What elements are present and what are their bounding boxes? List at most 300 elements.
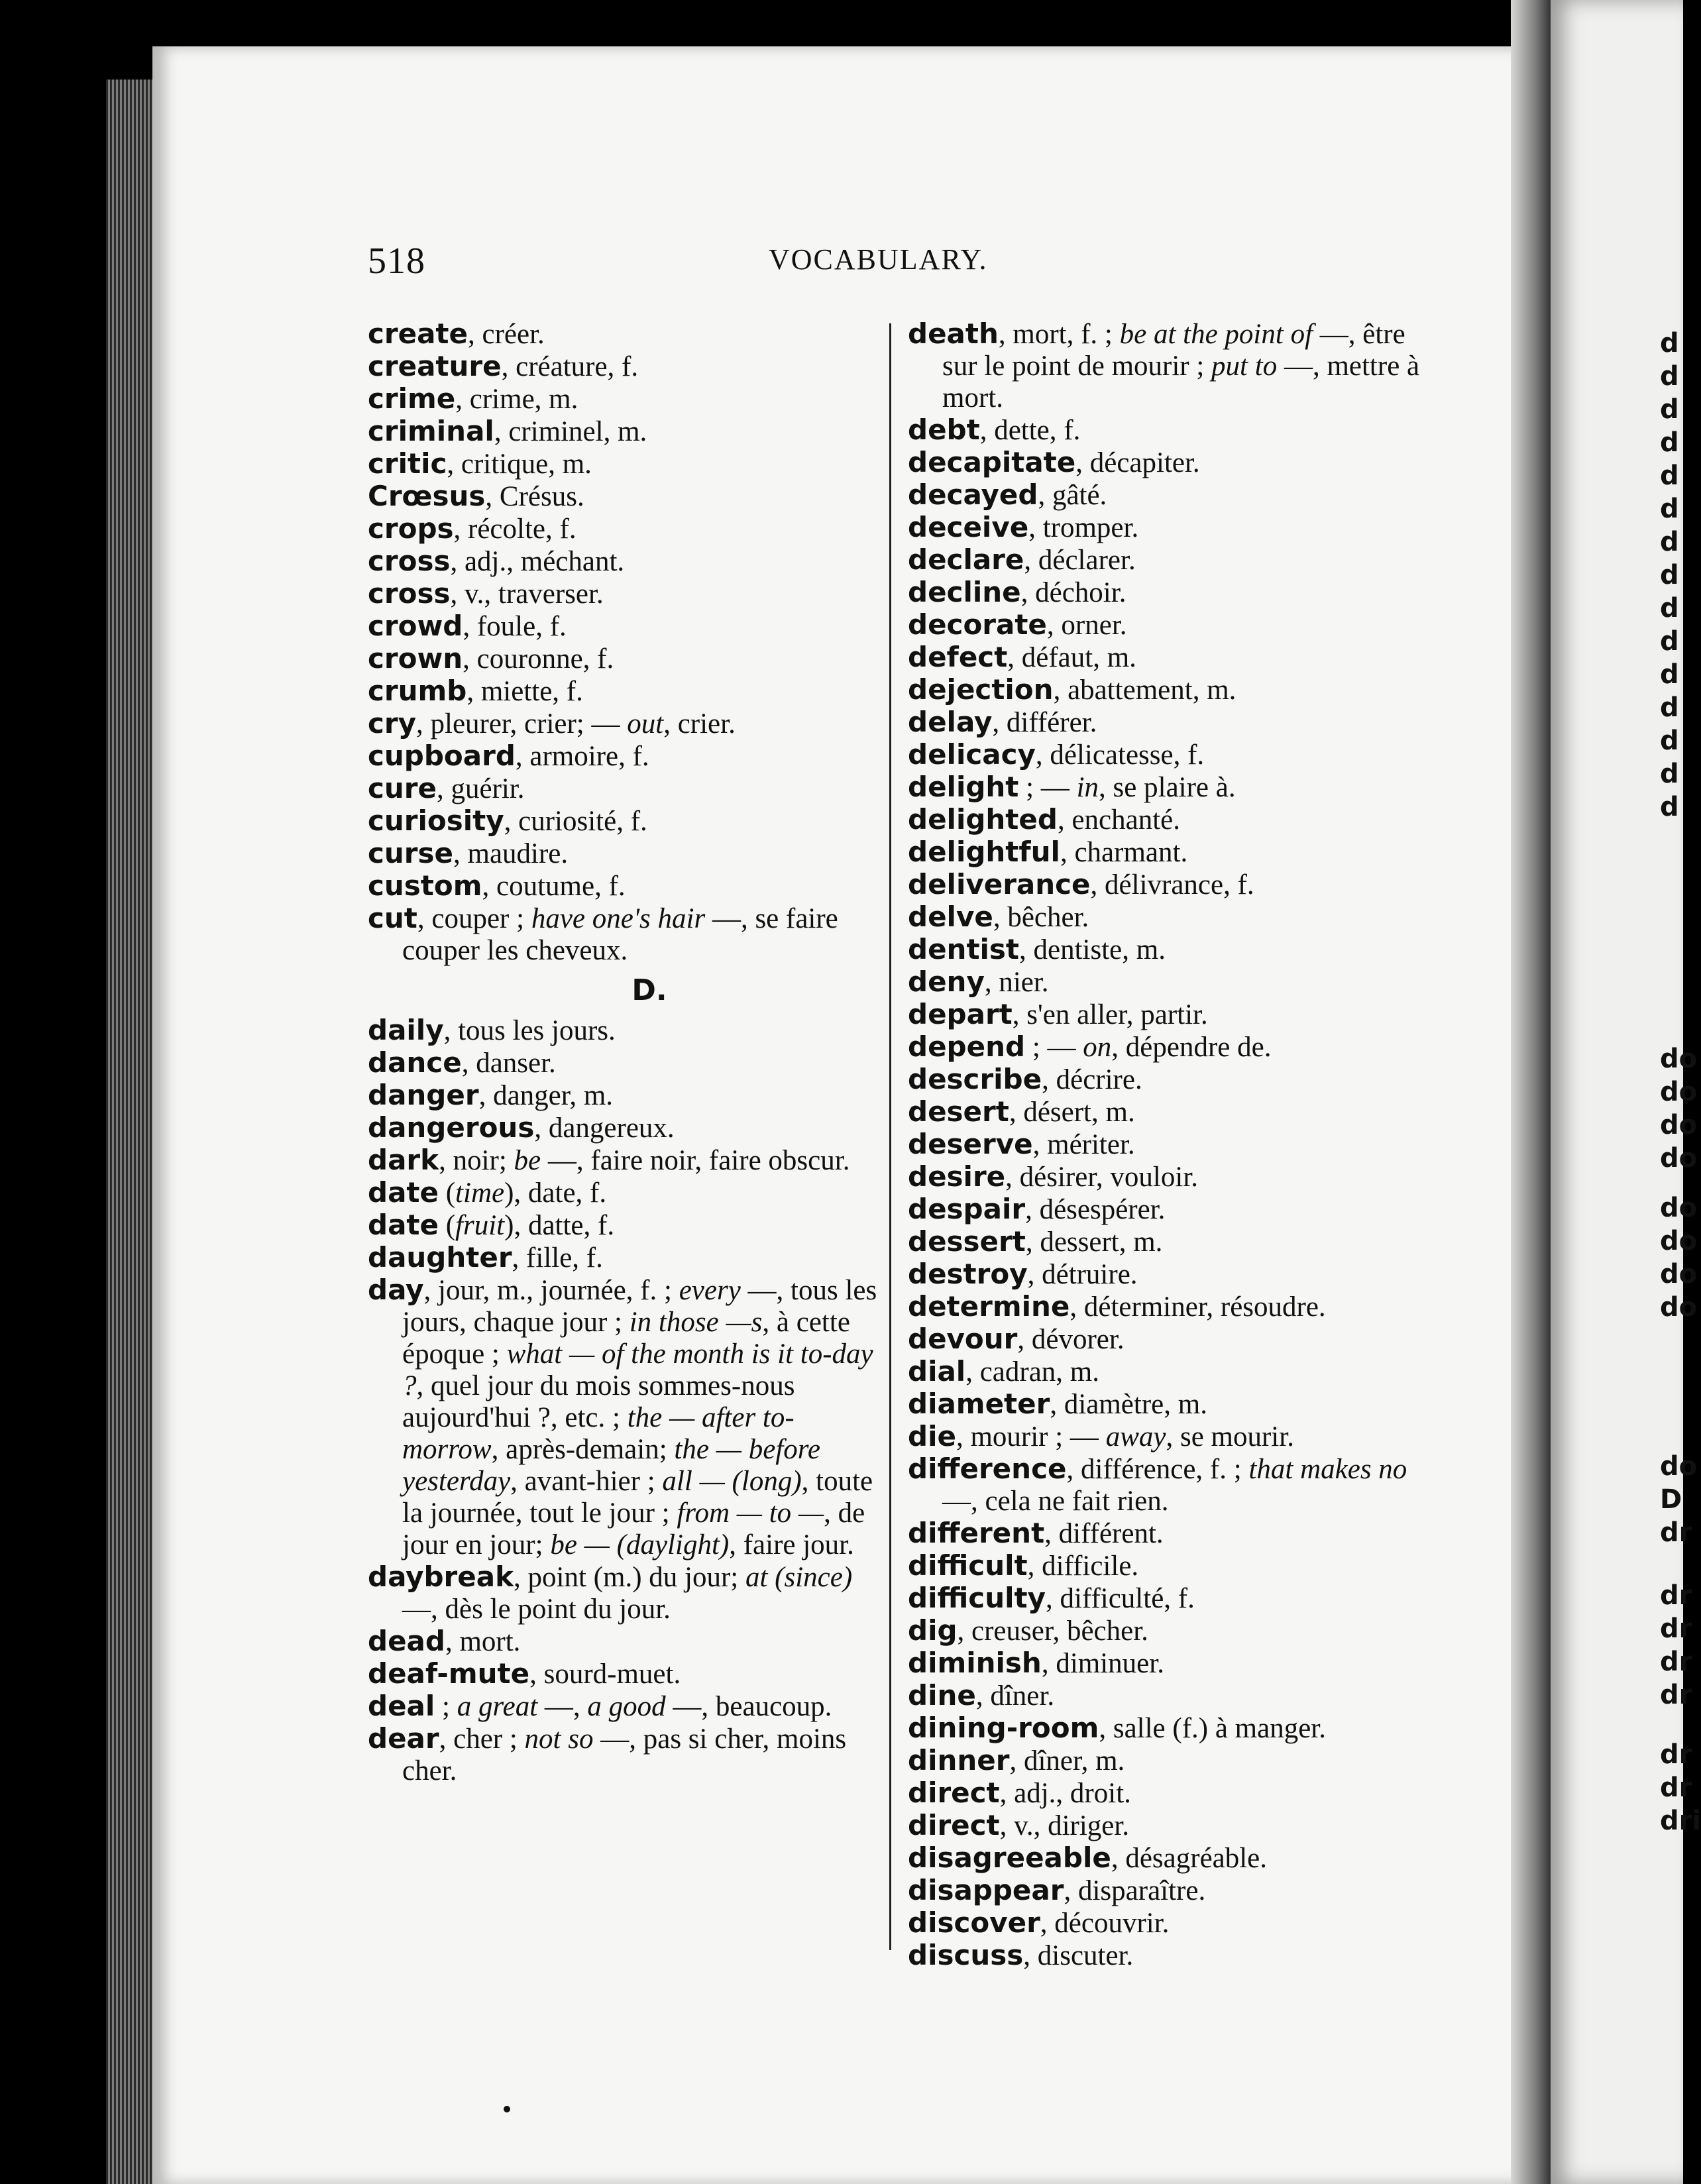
entry-headword: debt: [908, 413, 980, 446]
entry-text: , créature, f.: [501, 351, 639, 382]
dictionary-entry: [908, 771, 1425, 804]
entry-text: , quel jour du mois sommes-nous aujourd'hui ?, etc. ;: [402, 1370, 795, 1433]
entry-italic: all — (long): [662, 1466, 802, 1497]
entry-text: , fille, f.: [512, 1242, 603, 1274]
entry-headword: delicacy: [908, 738, 1036, 771]
dictionary-entry: [368, 1242, 878, 1274]
right-page-fragment: d: [1660, 361, 1679, 392]
entry-headword: direct: [908, 1809, 1000, 1841]
entry-text: , couronne, f.: [463, 643, 614, 675]
dictionary-entry: [908, 1875, 1425, 1907]
dictionary-entry: [908, 836, 1425, 869]
dictionary-entry: [908, 966, 1425, 999]
entry-headword: dear: [368, 1722, 439, 1755]
dictionary-entry: [368, 1079, 878, 1112]
entry-headword: curse: [368, 837, 453, 869]
entry-text: (: [438, 1177, 456, 1209]
column-rule: [889, 323, 891, 1950]
page-number: 518: [368, 241, 425, 282]
entry-text: , de jour en jour;: [402, 1498, 865, 1560]
entry-headword: dig: [908, 1614, 958, 1647]
entry-text: , abattement, m.: [1053, 675, 1236, 706]
dictionary-entry: [908, 512, 1425, 544]
entry-italic: in those —s: [629, 1307, 763, 1338]
entry-text: , difficile.: [1027, 1551, 1139, 1582]
entry-text: , adj., droit.: [999, 1778, 1131, 1809]
right-page-fragment: d: [1660, 328, 1679, 358]
right-page-fragment: dri: [1660, 1806, 1701, 1836]
dictionary-entry: [368, 805, 878, 838]
entry-headword: describe: [908, 1063, 1042, 1095]
dictionary-entry: [908, 999, 1425, 1031]
dictionary-entry: [368, 1723, 878, 1787]
dictionary-entry: [908, 1291, 1425, 1323]
entry-text: , dessert, m.: [1025, 1227, 1163, 1258]
entry-headword: daily: [368, 1014, 444, 1046]
entry-text: , guérir.: [437, 773, 525, 804]
entry-headword: dial: [908, 1355, 966, 1388]
entry-text: , décapiter.: [1075, 447, 1200, 478]
entry-text: , sourd-muet.: [529, 1659, 681, 1690]
dictionary-entry: [908, 318, 1425, 414]
entry-text: , crier.: [663, 708, 736, 739]
dictionary-entry: [368, 1047, 878, 1079]
dictionary-entry: [908, 544, 1425, 576]
dictionary-entry: [368, 870, 878, 902]
right-page-fragment: do: [1660, 1110, 1698, 1140]
dictionary-entry: [908, 1226, 1425, 1258]
entry-headword: decayed: [908, 478, 1038, 511]
right-column: [908, 318, 1425, 1972]
dictionary-entry: [368, 610, 878, 643]
entry-headword: discuss: [908, 1939, 1024, 1971]
dictionary-entry: [908, 1388, 1425, 1421]
entry-headword: deal: [368, 1690, 435, 1722]
dictionary-entry: [908, 1193, 1425, 1226]
right-page-fragment: do: [1660, 1259, 1698, 1289]
entry-italic: have one's hair: [531, 903, 706, 934]
dictionary-entry: [368, 1561, 878, 1625]
entry-text: —, se faire couper les cheveux.: [402, 903, 838, 966]
entry-headword: critic: [368, 447, 447, 480]
entry-text: , différence, f. ;: [1066, 1454, 1249, 1485]
dictionary-entry: [368, 675, 878, 708]
right-page-fragment: dr: [1660, 1613, 1692, 1644]
entry-italic: not so: [524, 1723, 594, 1755]
entry-text: , dévorer.: [1017, 1324, 1125, 1355]
dictionary-entry: [368, 1112, 878, 1144]
entry-headword: crowd: [368, 610, 463, 642]
ink-speck: [504, 2106, 510, 2112]
entry-text: , désespérer.: [1025, 1194, 1166, 1225]
entry-text: , criminel, m.: [494, 416, 647, 447]
entry-text: , gâté.: [1038, 480, 1107, 511]
right-page-fragment: d: [1660, 759, 1679, 789]
entry-headword: death: [908, 317, 999, 350]
dictionary-entry: [368, 643, 878, 675]
entry-italic: every: [679, 1275, 741, 1306]
entry-headword: dangerous: [368, 1111, 535, 1144]
entry-text: , créer.: [468, 319, 545, 350]
dictionary-entry: [908, 641, 1425, 674]
entry-text: , mourir ; —: [956, 1421, 1106, 1452]
entry-headword: dejection: [908, 673, 1054, 706]
dictionary-entry: [908, 1453, 1425, 1517]
entry-text: , délivrance, f.: [1090, 869, 1254, 901]
entry-text: , discuter.: [1023, 1940, 1134, 1971]
dictionary-entry: [368, 1144, 878, 1177]
entry-headword: determine: [908, 1290, 1070, 1323]
entry-headword: danger: [368, 1079, 479, 1111]
entry-text: , découvrir.: [1040, 1908, 1170, 1939]
dictionary-entry: [368, 740, 878, 773]
entry-headword: dining-room: [908, 1712, 1099, 1744]
dictionary-entry: [908, 1550, 1425, 1582]
entry-italic: the — before yesterday: [402, 1434, 820, 1497]
dictionary-entry: [908, 1680, 1425, 1712]
dictionary-entry: [908, 1517, 1425, 1550]
entry-text: ), date, f.: [504, 1177, 607, 1209]
entry-headword: diameter: [908, 1388, 1050, 1420]
entry-headword: difficulty: [908, 1582, 1046, 1614]
entry-text: , miette, f.: [466, 676, 583, 707]
entry-text: , désirer, vouloir.: [1005, 1162, 1199, 1193]
entry-text: , point (m.) du jour;: [514, 1562, 745, 1593]
dictionary-entry: [908, 576, 1425, 609]
dictionary-entry: [908, 1128, 1425, 1161]
right-page-fragment: d: [1660, 593, 1679, 624]
entry-italic: a good: [587, 1691, 666, 1722]
entry-headword: deceive: [908, 511, 1029, 543]
entry-headword: daybreak: [368, 1560, 514, 1593]
entry-text: , tous les jours.: [443, 1015, 616, 1046]
dictionary-entry: [908, 869, 1425, 901]
entry-text: , danser.: [461, 1048, 556, 1079]
dictionary-entry: [908, 1777, 1425, 1810]
entry-headword: decline: [908, 576, 1021, 608]
entry-text: , pleurer, crier; —: [416, 708, 628, 739]
dictionary-entry: [368, 1177, 878, 1209]
entry-italic: out: [627, 708, 664, 739]
dictionary-entry: [908, 1582, 1425, 1615]
entry-headword: dentist: [908, 933, 1019, 965]
entry-text: ;: [435, 1691, 457, 1722]
dictionary-entry: [908, 1064, 1425, 1096]
running-header: VOCABULARY.: [769, 243, 988, 276]
entry-text: , détruire.: [1027, 1259, 1138, 1290]
entry-headword: daughter: [368, 1241, 512, 1274]
dictionary-entry: [908, 1356, 1425, 1388]
entry-headword: dance: [368, 1046, 462, 1079]
entry-headword: creature: [368, 350, 502, 382]
entry-text: , diamètre, m.: [1050, 1389, 1207, 1420]
dictionary-entry: [368, 1625, 878, 1658]
entry-italic: in: [1076, 772, 1099, 803]
dictionary-entry: [368, 448, 878, 480]
entry-headword: crime: [368, 382, 456, 415]
entry-italic: what — of the month is it to-day ?: [402, 1338, 873, 1401]
entry-text: , cher ;: [439, 1723, 525, 1755]
right-page-fragment: d: [1660, 461, 1679, 491]
entry-headword: decapitate: [908, 446, 1076, 478]
dictionary-entry: [368, 415, 878, 448]
entry-headword: declare: [908, 543, 1024, 576]
entry-text: , dette, f.: [979, 415, 1081, 446]
entry-text: , charmant.: [1060, 837, 1188, 868]
entry-italic: away: [1105, 1421, 1166, 1452]
entry-headword: deliverance: [908, 868, 1091, 901]
entry-italic: put to: [1211, 351, 1278, 382]
entry-headword: create: [368, 317, 468, 350]
dictionary-entry: [368, 1658, 878, 1690]
entry-headword: deny: [908, 965, 985, 998]
entry-headword: deserve: [908, 1128, 1033, 1160]
entry-text: , foule, f.: [463, 611, 567, 642]
entry-text: , défaut, m.: [1007, 642, 1136, 673]
entry-headword: delight: [908, 771, 1019, 803]
entry-text: , critique, m.: [447, 449, 592, 480]
entry-text: , mort.: [445, 1626, 521, 1657]
right-page-fragment: dr: [1660, 1773, 1692, 1803]
entry-headword: destroy: [908, 1258, 1028, 1290]
entry-text: , maudire.: [453, 838, 569, 869]
right-page-fragment: do: [1660, 1044, 1698, 1074]
entry-italic: fruit: [455, 1210, 505, 1241]
dictionary-entry: [368, 773, 878, 805]
dictionary-entry: [908, 414, 1425, 447]
entry-text: , à cette époque ;: [402, 1307, 850, 1370]
dictionary-entry: [908, 1810, 1425, 1842]
entry-text: , après-demain;: [491, 1434, 675, 1465]
entry-text: , danger, m.: [478, 1080, 614, 1111]
dictionary-entry: [908, 1842, 1425, 1875]
dictionary-entry: [368, 1690, 878, 1723]
right-page-fragment: do: [1660, 1226, 1698, 1256]
entry-text: , dangereux.: [534, 1113, 675, 1144]
entry-text: , diminuer.: [1041, 1648, 1164, 1679]
dictionary-entry: [908, 1323, 1425, 1356]
entry-text: , coutume, f.: [482, 871, 626, 902]
dictionary-entry: [908, 479, 1425, 512]
entry-headword: cure: [368, 772, 437, 804]
entry-headword: die: [908, 1420, 956, 1452]
dictionary-entry: [908, 706, 1425, 739]
entry-headword: delay: [908, 706, 993, 738]
entry-headword: different: [908, 1517, 1045, 1549]
dictionary-entry: [908, 1712, 1425, 1745]
entry-text: , récolte, f.: [453, 514, 576, 545]
entry-italic: that makes no: [1248, 1454, 1407, 1485]
dictionary-entry: [368, 351, 878, 383]
dictionary-entry: [908, 1907, 1425, 1939]
entry-headword: defect: [908, 641, 1008, 673]
right-page-fragment: dr: [1660, 1580, 1692, 1611]
entry-headword: despair: [908, 1193, 1026, 1225]
entry-headword: dead: [368, 1625, 445, 1657]
entry-italic: from — to —: [677, 1498, 824, 1529]
right-page-fragment: do: [1660, 1077, 1698, 1107]
dictionary-entry: [908, 1258, 1425, 1291]
dictionary-entry: [908, 609, 1425, 641]
entry-text: —, être sur le point de mourir ;: [942, 319, 1405, 382]
entry-text: , désagréable.: [1111, 1843, 1268, 1874]
entry-text: —,: [537, 1691, 588, 1722]
right-page-fragment: d: [1660, 560, 1679, 590]
entry-headword: difference: [908, 1452, 1067, 1485]
entry-text: , se mourir.: [1166, 1421, 1294, 1452]
entry-text: , difficulté, f.: [1045, 1583, 1195, 1614]
dictionary-entry: [908, 739, 1425, 771]
dictionary-entry: [908, 1421, 1425, 1453]
dictionary-entry: [908, 1647, 1425, 1680]
entry-text: , différer.: [992, 707, 1097, 738]
entry-text: —, cela ne fait rien.: [942, 1486, 1169, 1517]
entry-text: , s'en aller, partir.: [1012, 999, 1208, 1030]
entry-text: , bêcher.: [993, 902, 1089, 933]
dictionary-entry: [368, 1274, 878, 1561]
entry-text: , disparaître.: [1064, 1875, 1206, 1906]
entry-headword: cut: [368, 902, 417, 934]
dictionary-entry: [368, 513, 878, 545]
entry-headword: diminish: [908, 1647, 1042, 1679]
entry-headword: depart: [908, 998, 1013, 1030]
dictionary-entry: [908, 934, 1425, 966]
dictionary-entry: [368, 1014, 878, 1047]
entry-italic: the — after to-morrow: [402, 1402, 795, 1465]
right-page-fragment: d: [1660, 427, 1679, 458]
entry-italic: be at the point of: [1119, 319, 1313, 350]
entry-text: , cadran, m.: [965, 1356, 1099, 1388]
entry-text: —, mettre à mort.: [942, 351, 1420, 413]
dictionary-entry: [368, 708, 878, 740]
entry-text: , différent.: [1044, 1518, 1164, 1549]
entry-text: , dîner, m.: [1009, 1745, 1125, 1776]
entry-headword: direct: [908, 1776, 1000, 1809]
entry-headword: deaf-mute: [368, 1657, 530, 1690]
dictionary-entry: [908, 674, 1425, 706]
entry-headword: date: [368, 1176, 439, 1209]
entry-text: —, beaucoup.: [665, 1691, 832, 1722]
dictionary-entry: [908, 1745, 1425, 1777]
entry-headword: decorate: [908, 608, 1047, 641]
entry-headword: delightful: [908, 836, 1060, 868]
entry-text: , nier.: [984, 967, 1049, 998]
left-column: [368, 318, 878, 1787]
right-page-fragment: dr: [1660, 1739, 1692, 1770]
entry-text: , dentiste, m.: [1019, 934, 1166, 965]
entry-text: , couper ;: [417, 903, 531, 934]
entry-text: , salle (f.) à manger.: [1099, 1713, 1326, 1744]
entry-text: ; —: [1025, 1032, 1083, 1063]
entry-text: , noir;: [439, 1145, 514, 1176]
entry-text: —, dès le point du jour.: [402, 1594, 671, 1625]
entry-headword: dark: [368, 1144, 439, 1176]
dictionary-entry: [908, 1031, 1425, 1064]
entry-text: , se plaire à.: [1099, 772, 1236, 803]
entry-italic: time: [455, 1177, 505, 1209]
dictionary-entry: [908, 1939, 1425, 1972]
entry-headword: delighted: [908, 803, 1058, 836]
entry-text: , déclarer.: [1024, 545, 1136, 576]
entry-headword: custom: [368, 869, 482, 902]
entry-headword: difficult: [908, 1549, 1028, 1582]
right-page-fragment: dr: [1660, 1517, 1692, 1548]
entry-text: , délicatesse, f.: [1035, 739, 1205, 771]
entry-text: , curiosité, f.: [504, 806, 647, 837]
entry-headword: disagreeable: [908, 1841, 1111, 1874]
entry-text: —, tous les jours, chaque jour ;: [402, 1275, 877, 1338]
entry-text: , déterminer, résoudre.: [1070, 1291, 1326, 1323]
entry-headword: crops: [368, 512, 454, 545]
entry-text: , v., diriger.: [999, 1810, 1130, 1841]
dictionary-entry: [368, 318, 878, 351]
entry-headword: dine: [908, 1679, 976, 1712]
entry-text: (: [438, 1210, 456, 1241]
right-page-fragment: d: [1660, 527, 1679, 557]
entry-headword: dessert: [908, 1225, 1026, 1258]
dictionary-entry: [908, 1161, 1425, 1193]
entry-headword: desire: [908, 1160, 1006, 1193]
entry-headword: date: [368, 1209, 439, 1241]
dictionary-entry: [908, 1615, 1425, 1647]
right-page-fragment: dr: [1660, 1647, 1692, 1677]
entry-text: , dîner.: [975, 1680, 1055, 1712]
right-page-fragment: d: [1660, 692, 1679, 723]
right-page-fragment: do: [1660, 1143, 1698, 1174]
entry-text: , avant-hier ;: [510, 1466, 663, 1497]
entry-text: , orner.: [1046, 610, 1127, 641]
dictionary-entry: [368, 545, 878, 578]
entry-text: , toute la journée, tout le jour ;: [402, 1466, 873, 1529]
entry-text: , mort, f. ;: [998, 319, 1120, 350]
entry-text: , adj., méchant.: [450, 546, 625, 577]
entry-text: —, pas si cher, moins cher.: [402, 1723, 847, 1786]
dictionary-entry: [368, 1209, 878, 1242]
entry-headword: devour: [908, 1323, 1018, 1355]
dictionary-entry: [908, 1096, 1425, 1128]
entry-text: , crime, m.: [455, 384, 578, 415]
entry-text: —, faire noir, faire obscur.: [541, 1145, 850, 1176]
entry-text: , mériter.: [1032, 1129, 1135, 1160]
entry-headword: curiosity: [368, 804, 504, 837]
entry-headword: depend: [908, 1030, 1026, 1063]
right-page-fragment: do: [1660, 1193, 1698, 1223]
entry-italic: at (since): [745, 1562, 853, 1593]
entry-headword: cupboard: [368, 739, 516, 772]
dictionary-entry: [368, 383, 878, 415]
right-page-fragment: d: [1660, 659, 1679, 690]
entry-headword: Crœsus: [368, 480, 486, 512]
entry-headword: criminal: [368, 415, 494, 447]
entry-headword: day: [368, 1274, 424, 1306]
entry-text: , creuser, bêcher.: [957, 1615, 1148, 1647]
entry-text: , dépendre de.: [1111, 1032, 1272, 1063]
entry-text: , décrire.: [1042, 1064, 1142, 1095]
entry-headword: crumb: [368, 675, 467, 707]
entry-text: ; —: [1018, 772, 1077, 803]
entry-text: ), datte, f.: [504, 1210, 615, 1241]
entry-headword: cross: [368, 545, 451, 577]
dictionary-entry: [908, 447, 1425, 479]
entry-text: , v., traverser.: [450, 578, 604, 610]
dictionary-entry: [908, 804, 1425, 836]
entry-text: , tromper.: [1028, 512, 1139, 543]
entry-text: , jour, m., journée, f. ;: [423, 1275, 679, 1306]
dictionary-entry: [368, 480, 878, 513]
right-page-fragment: d: [1660, 626, 1679, 657]
entry-text: , armoire, f.: [515, 741, 649, 772]
right-page-fragment: d: [1660, 494, 1679, 524]
